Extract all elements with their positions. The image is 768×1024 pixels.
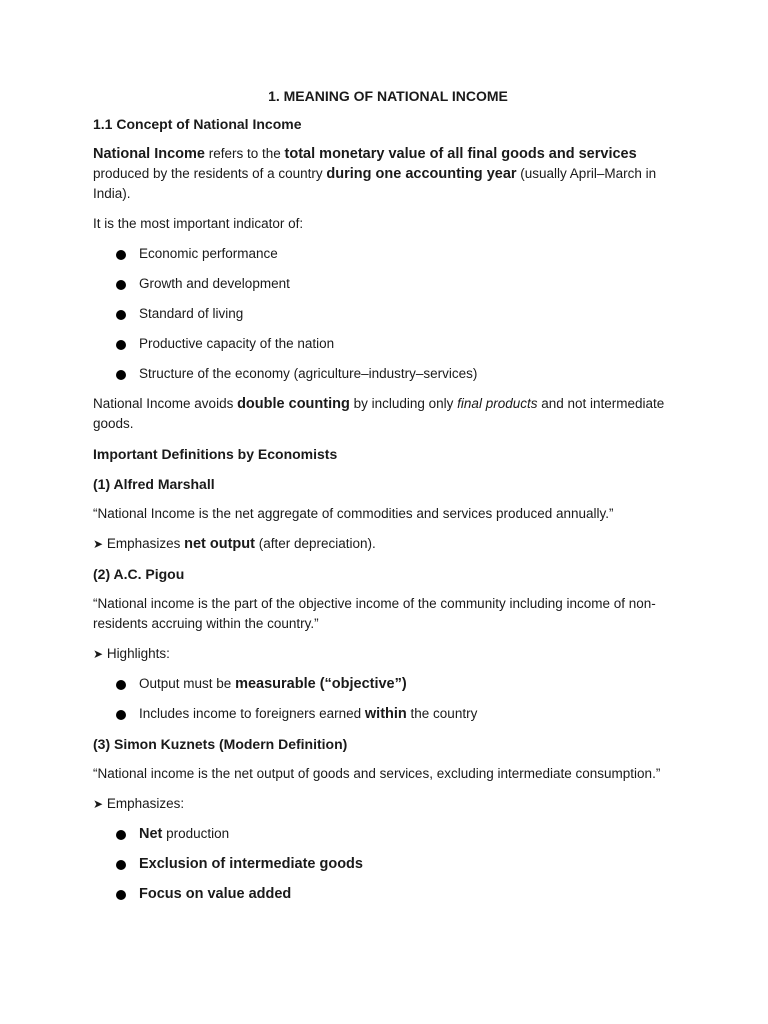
pigou-heading: (2) A.C. Pigou bbox=[93, 566, 185, 582]
list-item bbox=[93, 854, 683, 874]
kuznets-points bbox=[93, 824, 683, 904]
text-run: refers to the bbox=[205, 146, 285, 161]
list-item bbox=[93, 304, 683, 324]
bullet-icon bbox=[116, 860, 126, 870]
term-net-output: net output bbox=[184, 536, 255, 552]
list-item bbox=[93, 704, 683, 724]
term-national-income: National Income bbox=[93, 146, 205, 162]
double-counting-paragraph bbox=[93, 394, 683, 434]
text-run: Includes income to foreigners earned bbox=[139, 706, 365, 721]
bullet-icon bbox=[116, 710, 126, 720]
list-item-text: Standard of living bbox=[139, 306, 244, 321]
pigou-note bbox=[93, 644, 683, 664]
text-run: (usually April–March in India). bbox=[93, 166, 657, 201]
marshall-quote: “National Income is the net aggregate of commodities and services produced annually.” bbox=[93, 506, 614, 521]
bullet-icon bbox=[116, 890, 126, 900]
kuznets-quote: “National income is the net output of goods and services, excluding intermediate consumption.” bbox=[93, 766, 661, 781]
text-run: Highlights: bbox=[103, 646, 170, 661]
list-item-text: Productive capacity of the nation bbox=[139, 336, 335, 351]
term-final-products: final products bbox=[457, 396, 538, 411]
kuznets-note bbox=[93, 794, 683, 814]
term-measurable: measurable (“objective”) bbox=[235, 676, 407, 692]
indicator-list bbox=[93, 244, 683, 384]
text-run: Output must be bbox=[139, 676, 236, 691]
bullet-icon bbox=[116, 280, 126, 290]
term-value-added: Focus on value added bbox=[139, 886, 292, 902]
text-run: Emphasizes: bbox=[103, 796, 185, 811]
bullet-icon bbox=[116, 680, 126, 690]
text-run: Emphasizes bbox=[103, 536, 185, 551]
list-item bbox=[93, 884, 683, 904]
text-run: produced by the residents of a country bbox=[93, 166, 327, 181]
text-run: the country bbox=[406, 706, 478, 721]
list-item-text: Growth and development bbox=[139, 276, 290, 291]
document-page bbox=[93, 86, 683, 904]
marshall-heading: (1) Alfred Marshall bbox=[93, 476, 215, 492]
list-item bbox=[93, 334, 683, 354]
indicator-intro: It is the most important indicator of: bbox=[93, 216, 304, 231]
list-item bbox=[93, 364, 683, 384]
list-item bbox=[93, 674, 683, 694]
term-within: within bbox=[364, 706, 407, 722]
bullet-icon bbox=[116, 370, 126, 380]
text-run: production bbox=[162, 826, 230, 841]
document-title: 1. MEANING OF NATIONAL INCOME bbox=[268, 88, 508, 104]
list-item-text: Economic performance bbox=[139, 246, 278, 261]
text-run: by including only bbox=[349, 396, 458, 411]
list-item bbox=[93, 244, 683, 264]
section-heading-concept: 1.1 Concept of National Income bbox=[93, 116, 302, 132]
pigou-points bbox=[93, 674, 683, 724]
text-run: (after depreciation). bbox=[254, 536, 376, 551]
bullet-icon bbox=[116, 830, 126, 840]
bullet-icon bbox=[116, 310, 126, 320]
pigou-quote: “National income is the part of the objective income of the community including income of non-residents accruing within the country.” bbox=[93, 596, 656, 631]
definitions-heading: Important Definitions by Economists bbox=[93, 446, 338, 462]
bullet-icon bbox=[116, 250, 126, 260]
list-item-text: Structure of the economy (agriculture–industry–services) bbox=[139, 366, 478, 381]
text-run: National Income avoids bbox=[93, 396, 238, 411]
bullet-icon bbox=[116, 340, 126, 350]
marshall-note bbox=[93, 534, 683, 554]
term-net: Net bbox=[139, 826, 163, 842]
text-run: and not intermediate goods. bbox=[93, 396, 665, 431]
concept-paragraph bbox=[93, 144, 683, 204]
arrow-icon: ➤ bbox=[93, 797, 104, 811]
term-total-value: total monetary value of all final goods and services bbox=[284, 146, 637, 162]
arrow-icon: ➤ bbox=[93, 647, 104, 661]
term-exclusion: Exclusion of intermediate goods bbox=[139, 856, 363, 872]
list-item bbox=[93, 274, 683, 294]
kuznets-heading: (3) Simon Kuznets (Modern Definition) bbox=[93, 736, 348, 752]
term-double-counting: double counting bbox=[237, 396, 350, 412]
term-accounting-year: during one accounting year bbox=[326, 166, 517, 182]
arrow-icon: ➤ bbox=[93, 537, 104, 551]
list-item bbox=[93, 824, 683, 844]
